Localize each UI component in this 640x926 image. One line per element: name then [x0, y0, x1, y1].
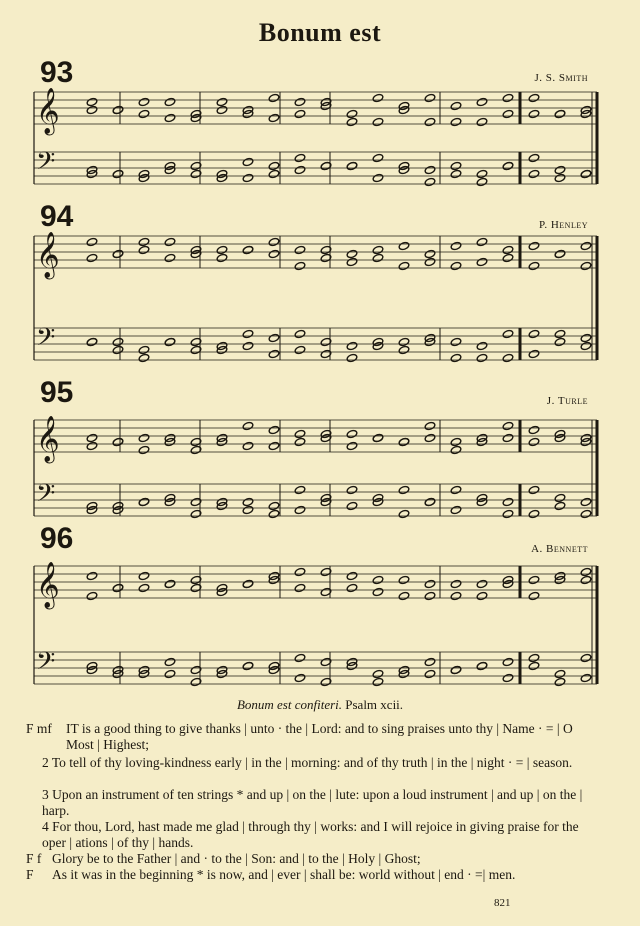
composer: A. Bennett [531, 543, 588, 555]
hymn-number: 95 [40, 376, 74, 409]
note-head [268, 169, 280, 178]
note-head [346, 571, 358, 580]
note-head [268, 161, 280, 170]
note-head [294, 153, 306, 162]
note-head [346, 583, 358, 592]
note-head [372, 153, 384, 162]
note-head [528, 661, 540, 670]
note-head [86, 237, 98, 246]
note-head [528, 93, 540, 102]
note-head [528, 653, 540, 662]
note-head [502, 657, 514, 666]
note-head [268, 509, 280, 518]
note-head [346, 501, 358, 510]
verse-text: IT is a good thing to give thanks | unto · the | Lord: and to sing praises unto thy | Name · = | O Most | Highest; [66, 721, 573, 752]
note-head [242, 505, 254, 514]
note-head [346, 341, 358, 350]
note-head [86, 591, 98, 600]
note-head [242, 245, 254, 254]
composer: J. S. Smith [534, 72, 588, 84]
note-head [398, 345, 410, 354]
note-head [268, 441, 280, 450]
note-head [86, 433, 98, 442]
note-head [554, 173, 566, 182]
note-head [268, 249, 280, 258]
note-head [242, 421, 254, 430]
note-head [112, 169, 124, 178]
note-head [164, 337, 176, 346]
note-head [528, 509, 540, 518]
page-number: 821 [494, 897, 511, 909]
note-head [346, 441, 358, 450]
note-head [580, 241, 592, 250]
note-head [372, 677, 384, 686]
note-head [138, 353, 150, 362]
note-head [502, 433, 514, 442]
note-head [164, 669, 176, 678]
composer: J. Turle [546, 395, 588, 407]
note-head [398, 509, 410, 518]
note-head [476, 237, 488, 246]
note-head [372, 93, 384, 102]
note-head [268, 425, 280, 434]
verse-text: As it was in the beginning * is now, and | ever | shall be: world without | end · =| men. [52, 867, 516, 882]
note-head [528, 169, 540, 178]
note-head [216, 253, 228, 262]
note-head [450, 161, 462, 170]
note-head [138, 583, 150, 592]
note-head [476, 169, 488, 178]
note-head [424, 249, 436, 258]
note-head [502, 93, 514, 102]
note-head [580, 575, 592, 584]
treble-clef-icon: 𝄞 [36, 88, 60, 134]
note-head [216, 105, 228, 114]
hymn-number: 94 [40, 200, 74, 233]
note-head [424, 669, 436, 678]
note-head [502, 673, 514, 682]
note-head [138, 237, 150, 246]
bass-clef-icon: 𝄢 [36, 479, 56, 514]
note-head [476, 591, 488, 600]
note-head [528, 437, 540, 446]
note-head [502, 329, 514, 338]
note-head [294, 567, 306, 576]
note-head [398, 437, 410, 446]
note-head [476, 257, 488, 266]
verse [26, 755, 596, 771]
note-head [268, 501, 280, 510]
dynamic-mark: F mf [26, 721, 52, 736]
dynamic-mark: F [26, 867, 34, 882]
note-head [346, 485, 358, 494]
note-head [424, 579, 436, 588]
note-head [372, 245, 384, 254]
note-head [528, 109, 540, 118]
note-head [294, 429, 306, 438]
hymn-number: 96 [40, 522, 74, 555]
note-head [450, 445, 462, 454]
note-head [294, 109, 306, 118]
verse [26, 867, 596, 883]
note-head [476, 177, 488, 186]
treble-clef-icon: 𝄞 [36, 232, 60, 278]
note-head [242, 329, 254, 338]
verse-text: 4 For thou, Lord, hast made me glad | through thy | works: and I will rejoice in giving praise for the oper | ations | of thy | hands. [42, 819, 579, 850]
note-head [138, 245, 150, 254]
note-head [112, 105, 124, 114]
note-head [424, 433, 436, 442]
note-head [138, 445, 150, 454]
note-head [138, 433, 150, 442]
note-head [294, 673, 306, 682]
note-head [372, 173, 384, 182]
note-head [346, 257, 358, 266]
note-head [424, 93, 436, 102]
note-head [450, 117, 462, 126]
note-head [138, 109, 150, 118]
note-head [346, 161, 358, 170]
composer: P. Henley [538, 219, 588, 231]
note-head [528, 153, 540, 162]
note-head [502, 421, 514, 430]
note-head [398, 261, 410, 270]
note-head [502, 253, 514, 262]
note-head [294, 505, 306, 514]
note-head [138, 571, 150, 580]
note-head [294, 97, 306, 106]
note-head [528, 485, 540, 494]
verse [26, 787, 596, 819]
note-head [398, 591, 410, 600]
verse-text: 2 To tell of thy loving-kindness early | in the | morning: and of thy truth | in the | night · = | season. [42, 755, 573, 770]
note-head [502, 245, 514, 254]
note-head [346, 109, 358, 118]
note-head [528, 261, 540, 270]
note-head [580, 497, 592, 506]
note-head [450, 169, 462, 178]
note-head [424, 117, 436, 126]
caption-psalm: Psalm xcii. [345, 697, 404, 712]
dynamic-mark: F f [26, 851, 42, 866]
treble-clef-icon: 𝄞 [36, 416, 60, 462]
note-head [268, 237, 280, 246]
bass-clef-icon: 𝄢 [36, 147, 56, 182]
note-head [398, 575, 410, 584]
note-head [86, 253, 98, 262]
bass-clef-icon: 𝄢 [36, 647, 56, 682]
caption-title: Bonum est confiteri. [236, 697, 343, 712]
note-head [372, 587, 384, 596]
note-head [346, 249, 358, 258]
note-head [554, 493, 566, 502]
note-head [554, 249, 566, 258]
note-head [450, 579, 462, 588]
note-head [502, 497, 514, 506]
note-head [86, 441, 98, 450]
note-head [580, 169, 592, 178]
note-head [268, 349, 280, 358]
note-head [450, 485, 462, 494]
note-head [502, 509, 514, 518]
note-head [112, 437, 124, 446]
note-head [476, 341, 488, 350]
note-head [554, 677, 566, 686]
note-head [112, 345, 124, 354]
note-head [580, 261, 592, 270]
note-head [502, 109, 514, 118]
note-head [164, 657, 176, 666]
note-head [346, 117, 358, 126]
note-head [580, 653, 592, 662]
verse [26, 851, 596, 867]
note-head [528, 329, 540, 338]
note-head [580, 673, 592, 682]
note-head [580, 333, 592, 342]
note-head [164, 237, 176, 246]
note-head [580, 509, 592, 518]
note-head [554, 501, 566, 510]
note-head [294, 261, 306, 270]
note-head [138, 497, 150, 506]
note-head [372, 117, 384, 126]
note-head [372, 669, 384, 678]
note-head [424, 177, 436, 186]
page-title: Bonum est [258, 18, 382, 47]
note-head [346, 429, 358, 438]
note-head [216, 245, 228, 254]
note-head [294, 583, 306, 592]
note-head [164, 113, 176, 122]
note-head [528, 349, 540, 358]
bass-clef-icon: 𝄢 [36, 323, 56, 358]
note-head [580, 567, 592, 576]
note-head [476, 97, 488, 106]
note-head [294, 165, 306, 174]
note-head [372, 433, 384, 442]
verse [26, 819, 596, 851]
note-head [450, 591, 462, 600]
note-head [242, 173, 254, 182]
note-head [450, 241, 462, 250]
note-head [450, 337, 462, 346]
note-head [450, 505, 462, 514]
note-head [242, 497, 254, 506]
note-head [476, 117, 488, 126]
note-head [294, 485, 306, 494]
note-head [164, 253, 176, 262]
note-head [372, 575, 384, 584]
note-head [450, 261, 462, 270]
note-head [450, 665, 462, 674]
hymn-number: 93 [40, 56, 74, 89]
note-head [476, 661, 488, 670]
note-head [372, 253, 384, 262]
note-head [242, 341, 254, 350]
note-head [112, 583, 124, 592]
note-head [554, 165, 566, 174]
note-head [164, 97, 176, 106]
chant-caption [0, 697, 640, 713]
note-head [138, 345, 150, 354]
verse-text: 3 Upon an instrument of ten strings * and up | on the | lute: upon a loud instrument | and up | on the | harp. [42, 787, 583, 818]
note-head [450, 353, 462, 362]
note-head [424, 497, 436, 506]
note-head [164, 579, 176, 588]
note-head [112, 337, 124, 346]
note-head [554, 337, 566, 346]
note-head [86, 571, 98, 580]
note-head [450, 437, 462, 446]
note-head [580, 341, 592, 350]
note-head [450, 101, 462, 110]
treble-clef-icon: 𝄞 [36, 562, 60, 608]
note-head [268, 333, 280, 342]
note-head [476, 353, 488, 362]
note-head [502, 161, 514, 170]
note-head [294, 653, 306, 662]
note-head [86, 105, 98, 114]
note-head [528, 591, 540, 600]
note-head [554, 669, 566, 678]
note-head [502, 353, 514, 362]
note-head [138, 97, 150, 106]
note-head [268, 113, 280, 122]
verse-text: Glory be to the Father | and · to the | Son: and | to the | Holy | Ghost; [52, 851, 421, 866]
note-head [86, 97, 98, 106]
note-head [346, 353, 358, 362]
note-head [476, 579, 488, 588]
note-head [398, 485, 410, 494]
note-head [424, 257, 436, 266]
note-head [424, 165, 436, 174]
note-head [242, 157, 254, 166]
note-head [112, 249, 124, 258]
note-head [398, 337, 410, 346]
note-head [294, 329, 306, 338]
note-head [294, 345, 306, 354]
note-head [398, 241, 410, 250]
note-head [528, 575, 540, 584]
note-head [216, 97, 228, 106]
note-head [554, 329, 566, 338]
note-head [294, 437, 306, 446]
verse [26, 721, 596, 753]
note-head [424, 657, 436, 666]
note-head [528, 241, 540, 250]
note-head [294, 245, 306, 254]
note-head [242, 441, 254, 450]
note-head [424, 421, 436, 430]
note-head [528, 425, 540, 434]
note-head [242, 579, 254, 588]
note-head [554, 109, 566, 118]
note-head [86, 337, 98, 346]
note-head [268, 93, 280, 102]
note-head [242, 661, 254, 670]
note-head [424, 591, 436, 600]
